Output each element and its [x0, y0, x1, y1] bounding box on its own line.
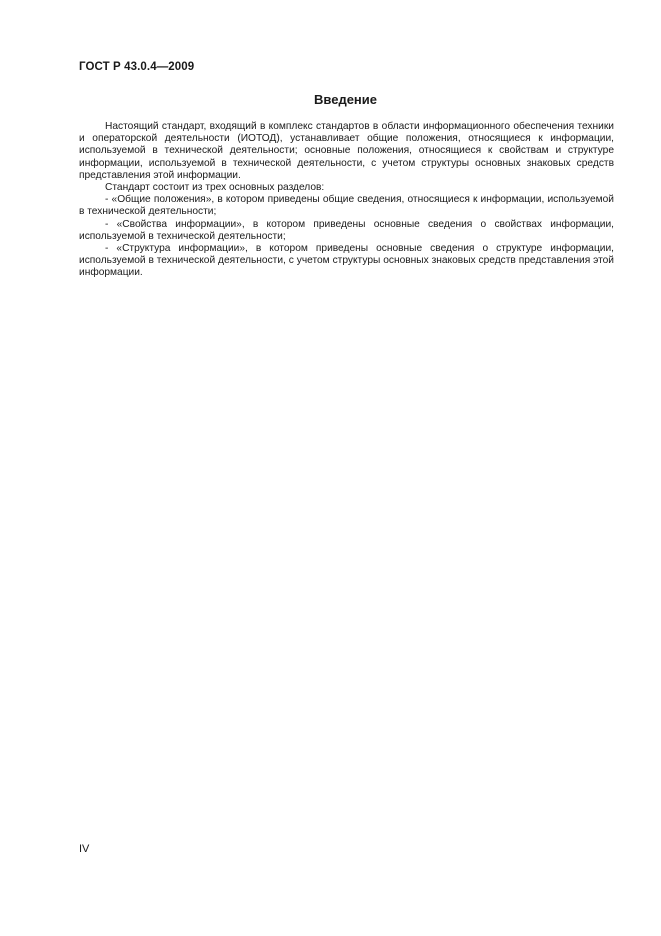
list-item: - «Свойства информации», в котором приведены основные сведения о свойствах информации, используемой в технической деятельности; [79, 218, 614, 242]
list-item: - «Общие положения», в котором приведены общие сведения, относящиеся к информации, используемой в технической деятельности; [79, 194, 614, 218]
section-title: Введение [314, 92, 377, 107]
body-text [79, 121, 614, 280]
paragraph-intro: Настоящий стандарт, входящий в комплекс стандартов в области информационного обеспечения техники и операторской деятельности (ИОТОД), устанавливает общие положения, относящиеся к информации, используемой в технической деятельности; основные положения, относящиеся к свойствам и структуре информации, используемой в технической деятельности, с учетом структуры основных знаковых средств представления этой информации. [79, 121, 614, 181]
page-number: IV [79, 843, 90, 855]
document-header: ГОСТ Р 43.0.4—2009 [79, 61, 195, 73]
list-item: - «Структура информации», в котором приведены основные сведения о структуре информации, используемой в технической деятельности, с учетом структуры основных знаковых средств представления этой информации. [79, 243, 614, 279]
paragraph-structure: Стандарт состоит из трех основных разделов: [105, 182, 325, 194]
